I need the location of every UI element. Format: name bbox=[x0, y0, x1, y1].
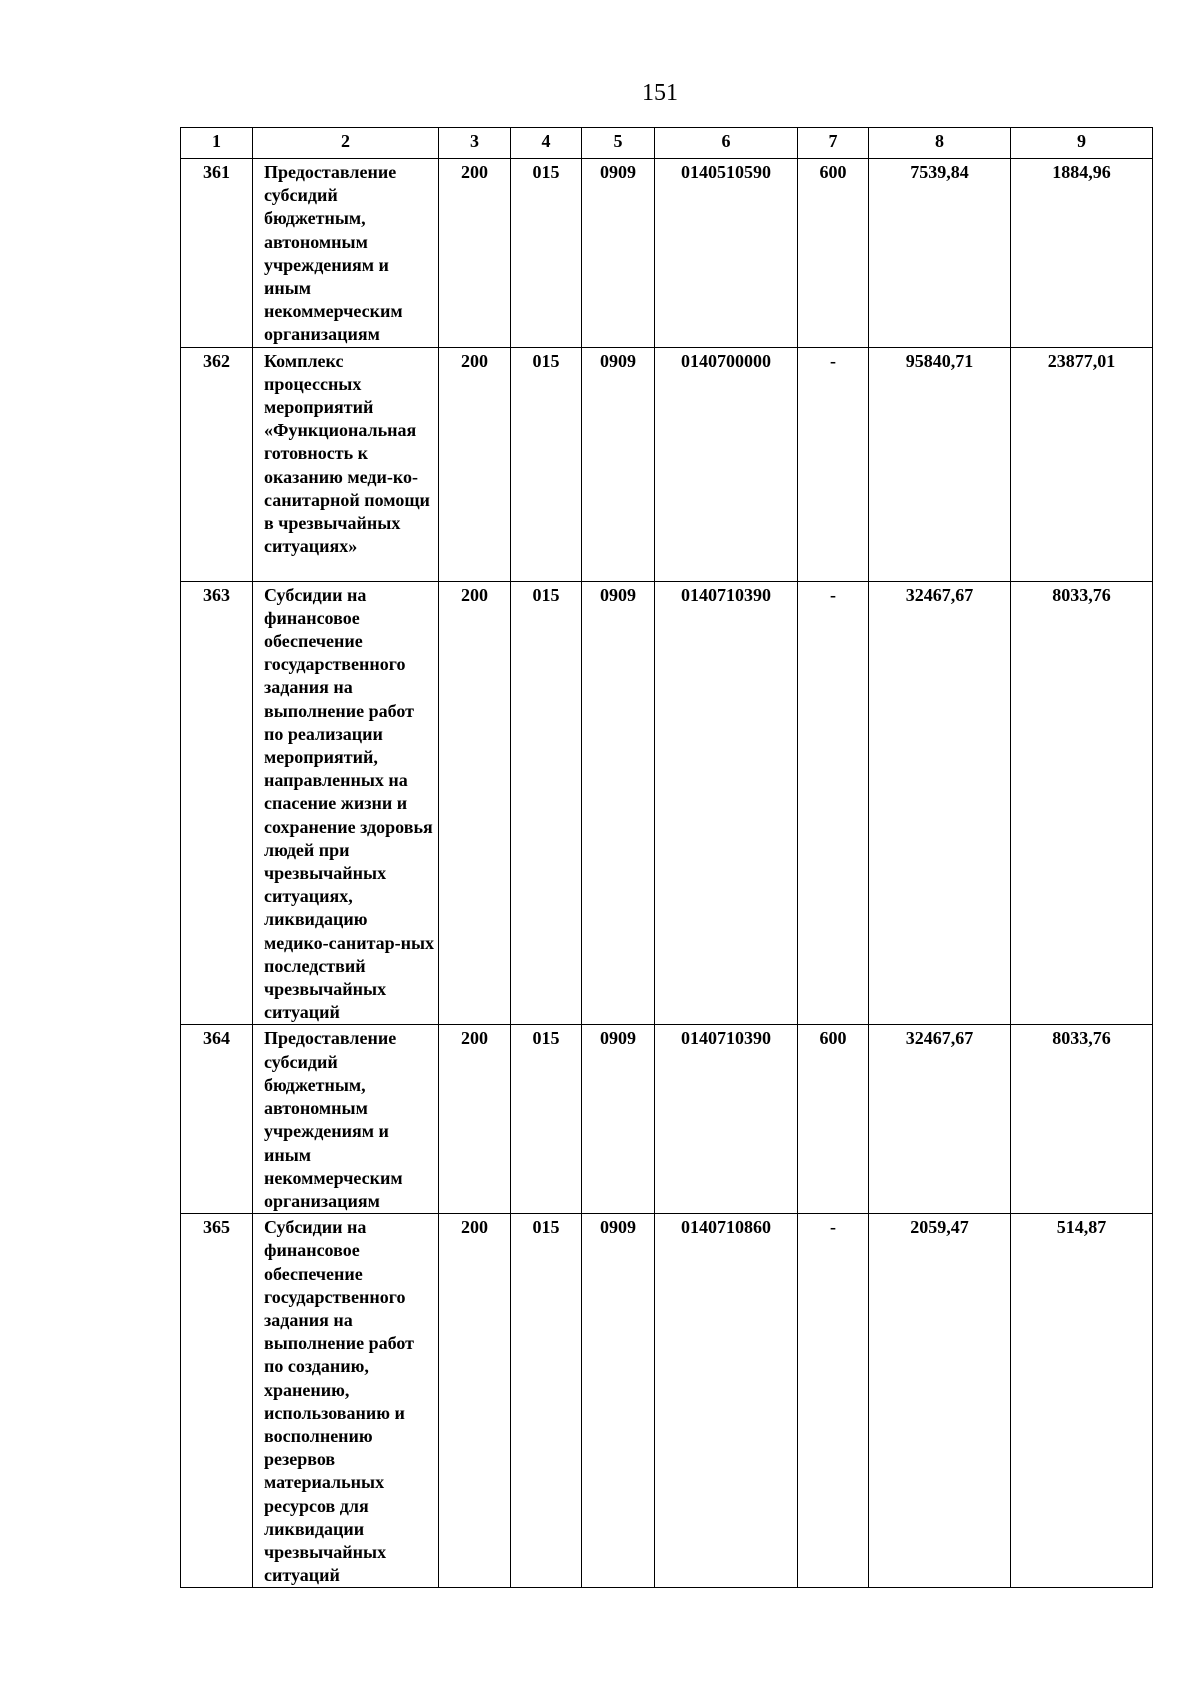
budget-table bbox=[180, 127, 1153, 1588]
row-col4: 015 bbox=[511, 1025, 582, 1214]
row-col7: 600 bbox=[798, 159, 869, 348]
column-header-4: 4 bbox=[511, 128, 582, 159]
table-row bbox=[181, 159, 1153, 348]
row-col6: 0140510590 bbox=[655, 159, 798, 348]
row-col9: 23877,01 bbox=[1011, 347, 1153, 581]
row-name: Субсидии на финансовое обеспечение государственного задания на выполнение работ по созданию, хранению, использованию и восполнению резервов материальных ресурсов для ликвидации чрезвычайных ситуаций bbox=[253, 1214, 439, 1588]
row-col4: 015 bbox=[511, 1214, 582, 1588]
column-header-2: 2 bbox=[253, 128, 439, 159]
row-name: Предоставление субсидий бюджетным, автономным учреждениям и иным некоммерческим организациям bbox=[253, 1025, 439, 1214]
row-number: 361 bbox=[181, 159, 253, 348]
column-header-3: 3 bbox=[439, 128, 511, 159]
column-header-8: 8 bbox=[869, 128, 1011, 159]
row-col3: 200 bbox=[439, 1214, 511, 1588]
row-col5: 0909 bbox=[582, 347, 655, 581]
column-header-7: 7 bbox=[798, 128, 869, 159]
row-col6: 0140710390 bbox=[655, 1025, 798, 1214]
row-col4: 015 bbox=[511, 581, 582, 1025]
row-col3: 200 bbox=[439, 581, 511, 1025]
row-col9: 1884,96 bbox=[1011, 159, 1153, 348]
table-row bbox=[181, 1214, 1153, 1588]
row-col6: 0140700000 bbox=[655, 347, 798, 581]
column-header-1: 1 bbox=[181, 128, 253, 159]
row-col5: 0909 bbox=[582, 159, 655, 348]
row-name: Субсидии на финансовое обеспечение государственного задания на выполнение работ по реализации мероприятий, направленных на спасение жизни и сохранение здоровья людей при чрезвычайных ситуациях, ликвидацию медико-санитар-ных последствий чрезвычайных ситуаций bbox=[253, 581, 439, 1025]
column-header-6: 6 bbox=[655, 128, 798, 159]
row-col3: 200 bbox=[439, 347, 511, 581]
row-col4: 015 bbox=[511, 159, 582, 348]
row-col6: 0140710390 bbox=[655, 581, 798, 1025]
row-col9: 8033,76 bbox=[1011, 1025, 1153, 1214]
row-col9: 514,87 bbox=[1011, 1214, 1153, 1588]
row-col6: 0140710860 bbox=[655, 1214, 798, 1588]
row-col3: 200 bbox=[439, 1025, 511, 1214]
row-col5: 0909 bbox=[582, 581, 655, 1025]
row-number: 364 bbox=[181, 1025, 253, 1214]
row-col8: 32467,67 bbox=[869, 581, 1011, 1025]
row-col7: - bbox=[798, 1214, 869, 1588]
row-col5: 0909 bbox=[582, 1214, 655, 1588]
row-col4: 015 bbox=[511, 347, 582, 581]
row-name: Комплекс процессных мероприятий «Функциональная готовность к оказанию меди-ко-санитарной помощи в чрезвычайных ситуациях» bbox=[253, 347, 439, 581]
row-col8: 32467,67 bbox=[869, 1025, 1011, 1214]
row-col9: 8033,76 bbox=[1011, 581, 1153, 1025]
column-header-5: 5 bbox=[582, 128, 655, 159]
table-row bbox=[181, 347, 1153, 581]
row-col8: 95840,71 bbox=[869, 347, 1011, 581]
row-name: Предоставление субсидий бюджетным, автономным учреждениям и иным некоммерческим организациям bbox=[253, 159, 439, 348]
column-header-9: 9 bbox=[1011, 128, 1153, 159]
table-row bbox=[181, 581, 1153, 1025]
row-number: 362 bbox=[181, 347, 253, 581]
row-col7: 600 bbox=[798, 1025, 869, 1214]
row-col8: 7539,84 bbox=[869, 159, 1011, 348]
row-number: 363 bbox=[181, 581, 253, 1025]
row-col3: 200 bbox=[439, 159, 511, 348]
page-number: 151 bbox=[642, 80, 678, 106]
row-col5: 0909 bbox=[582, 1025, 655, 1214]
header-row bbox=[181, 128, 1153, 159]
row-col7: - bbox=[798, 581, 869, 1025]
table-row bbox=[181, 1025, 1153, 1214]
row-number: 365 bbox=[181, 1214, 253, 1588]
row-col8: 2059,47 bbox=[869, 1214, 1011, 1588]
row-col7: - bbox=[798, 347, 869, 581]
